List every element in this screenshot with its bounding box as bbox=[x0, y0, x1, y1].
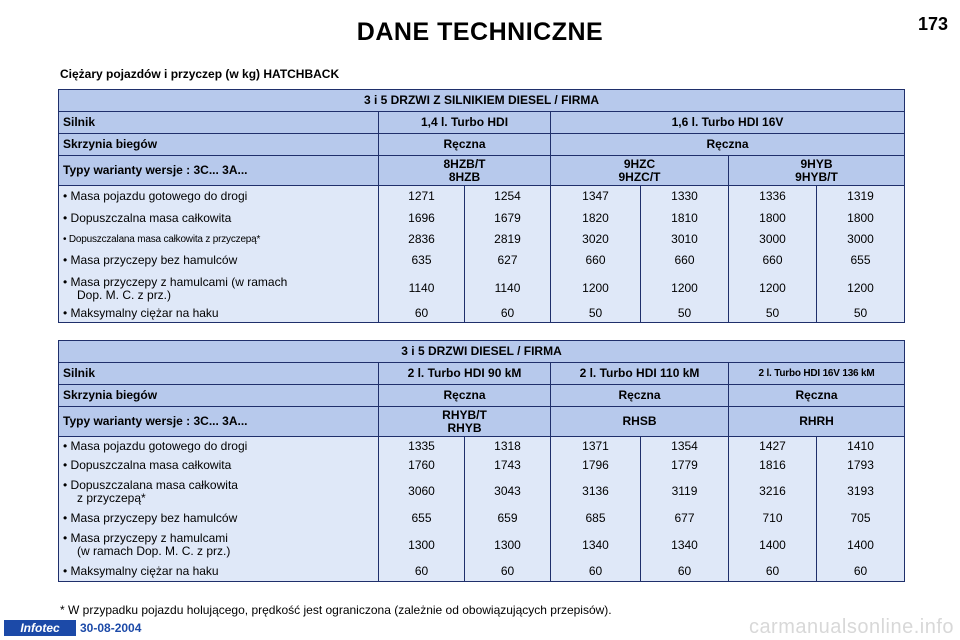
value-cell: 1696 bbox=[379, 208, 465, 229]
gearbox-label: Skrzynia biegów bbox=[59, 385, 379, 407]
value-cell: 3000 bbox=[729, 229, 817, 250]
row-label: • Masa pojazdu gotowego do drogi bbox=[59, 186, 379, 208]
table-row bbox=[59, 437, 905, 457]
gearbox-cell: Ręczna bbox=[379, 385, 551, 407]
value-cell: 3060 bbox=[379, 475, 465, 509]
engine-cell: 1,6 l. Turbo HDI 16V bbox=[551, 112, 905, 134]
value-cell: 1354 bbox=[641, 437, 729, 457]
row-label: • Dopuszczalna masa całkowita bbox=[59, 208, 379, 229]
engine-label: Silnik bbox=[59, 112, 379, 134]
value-cell: 710 bbox=[729, 509, 817, 529]
value-cell: 1140 bbox=[465, 272, 551, 306]
row-label-line: (w ramach Dop. M. C. z prz.) bbox=[77, 544, 231, 558]
table-row bbox=[59, 457, 905, 475]
type-code: 8HZB bbox=[448, 169, 481, 184]
row-label: • Masa przyczepy bez hamulców bbox=[59, 509, 379, 529]
type-code: 8HZB/T bbox=[443, 156, 486, 171]
table-row bbox=[59, 229, 905, 250]
value-cell: 1679 bbox=[465, 208, 551, 229]
table-row bbox=[59, 562, 905, 582]
type-cell bbox=[379, 407, 551, 437]
section-heading: Ciężary pojazdów i przyczep (w kg) HATCHBACK bbox=[60, 67, 340, 81]
value-cell: 3136 bbox=[551, 475, 641, 509]
value-cell: 1319 bbox=[817, 186, 905, 208]
value-cell: 1330 bbox=[641, 186, 729, 208]
value-cell: 1200 bbox=[817, 272, 905, 306]
value-cell: 655 bbox=[817, 250, 905, 272]
gearbox-cell: Ręczna bbox=[379, 134, 551, 156]
value-cell: 50 bbox=[817, 306, 905, 323]
value-cell: 60 bbox=[379, 562, 465, 582]
gearbox-cell: Ręczna bbox=[551, 134, 905, 156]
row-label-line: Dop. M. C. z prz.) bbox=[77, 287, 172, 302]
value-cell: 1793 bbox=[817, 457, 905, 475]
value-cell: 50 bbox=[551, 306, 641, 323]
value-cell: 1300 bbox=[379, 529, 465, 562]
value-cell: 1779 bbox=[641, 457, 729, 475]
value-cell: 1760 bbox=[379, 457, 465, 475]
value-cell: 660 bbox=[641, 250, 729, 272]
value-cell: 1271 bbox=[379, 186, 465, 208]
type-cell bbox=[379, 156, 551, 186]
page-number: 173 bbox=[917, 14, 948, 34]
table-row bbox=[59, 306, 905, 323]
value-cell: 1800 bbox=[817, 208, 905, 229]
table-row bbox=[59, 529, 905, 562]
row-label: • Maksymalny ciężar na haku bbox=[59, 562, 379, 582]
value-cell: 3119 bbox=[641, 475, 729, 509]
value-cell: 3193 bbox=[817, 475, 905, 509]
type-code: 9HYB/T bbox=[795, 169, 838, 184]
row-label: • Maksymalny ciężar na haku bbox=[59, 306, 379, 323]
row-label bbox=[59, 475, 379, 509]
table-caption: 3 i 5 DRZWI DIESEL / FIRMA bbox=[59, 341, 905, 363]
value-cell: 1810 bbox=[641, 208, 729, 229]
gearbox-cell: Ręczna bbox=[729, 385, 905, 407]
row-label: • Dopuszczalana masa całkowita z przyczepą* bbox=[59, 229, 379, 250]
value-cell: 1254 bbox=[465, 186, 551, 208]
value-cell: 1820 bbox=[551, 208, 641, 229]
value-cell: 60 bbox=[551, 562, 641, 582]
value-cell: 1743 bbox=[465, 457, 551, 475]
print-date: 30-08-2004 bbox=[80, 621, 142, 635]
value-cell: 705 bbox=[817, 509, 905, 529]
value-cell: 1200 bbox=[729, 272, 817, 306]
row-label: • Masa pojazdu gotowego do drogi bbox=[59, 437, 379, 457]
value-cell: 1340 bbox=[551, 529, 641, 562]
table-row bbox=[59, 250, 905, 272]
type-code: RHYB bbox=[447, 420, 482, 435]
value-cell: 1816 bbox=[729, 457, 817, 475]
infotec-logo: Infotec bbox=[4, 620, 76, 636]
value-cell: 1140 bbox=[379, 272, 465, 306]
row-label: • Masa przyczepy bez hamulców bbox=[59, 250, 379, 272]
value-cell: 1200 bbox=[551, 272, 641, 306]
value-cell: 1427 bbox=[729, 437, 817, 457]
table-row bbox=[59, 272, 905, 306]
page-title: DANE TECHNICZNE bbox=[356, 18, 604, 46]
value-cell: 60 bbox=[465, 562, 551, 582]
types-label: Typy warianty wersje : 3C... 3A... bbox=[59, 156, 379, 186]
value-cell: 635 bbox=[379, 250, 465, 272]
table-caption: 3 i 5 DRZWI Z SILNIKIEM DIESEL / FIRMA bbox=[59, 90, 905, 112]
table-row bbox=[59, 186, 905, 208]
value-cell: 1340 bbox=[641, 529, 729, 562]
gearbox-cell: Ręczna bbox=[551, 385, 729, 407]
type-code: 9HZC bbox=[623, 156, 656, 171]
value-cell: 1400 bbox=[817, 529, 905, 562]
watermark: carmanualsonline.info bbox=[748, 616, 954, 638]
type-cell: RHRH bbox=[729, 407, 905, 437]
value-cell: 685 bbox=[551, 509, 641, 529]
value-cell: 655 bbox=[379, 509, 465, 529]
types-label: Typy warianty wersje : 3C... 3A... bbox=[59, 407, 379, 437]
value-cell: 60 bbox=[641, 562, 729, 582]
type-code: 9HZC/T bbox=[618, 169, 661, 184]
type-cell bbox=[551, 156, 729, 186]
value-cell: 1371 bbox=[551, 437, 641, 457]
value-cell: 660 bbox=[551, 250, 641, 272]
value-cell: 60 bbox=[379, 306, 465, 323]
row-label-line: • Masa przyczepy z hamulcami bbox=[63, 531, 228, 545]
row-label-line: z przyczepą* bbox=[77, 490, 146, 505]
row-label-line: • Dopuszczalana masa całkowita bbox=[63, 477, 238, 492]
value-cell: 1796 bbox=[551, 457, 641, 475]
value-cell: 2836 bbox=[379, 229, 465, 250]
value-cell: 60 bbox=[729, 562, 817, 582]
value-cell: 2819 bbox=[465, 229, 551, 250]
value-cell: 1800 bbox=[729, 208, 817, 229]
engine-cell: 2 l. Turbo HDI 16V 136 kM bbox=[729, 363, 905, 385]
spec-table-diesel-firma bbox=[58, 89, 905, 323]
value-cell: 677 bbox=[641, 509, 729, 529]
row-label bbox=[59, 529, 379, 562]
value-cell: 3020 bbox=[551, 229, 641, 250]
engine-cell: 1,4 l. Turbo HDI bbox=[379, 112, 551, 134]
row-label bbox=[59, 272, 379, 306]
value-cell: 3216 bbox=[729, 475, 817, 509]
table-row bbox=[59, 208, 905, 229]
value-cell: 3043 bbox=[465, 475, 551, 509]
value-cell: 3010 bbox=[641, 229, 729, 250]
value-cell: 60 bbox=[465, 306, 551, 323]
value-cell: 60 bbox=[817, 562, 905, 582]
row-label-line: • Masa przyczepy z hamulcami (w ramach bbox=[63, 274, 288, 289]
value-cell: 1300 bbox=[465, 529, 551, 562]
value-cell: 1335 bbox=[379, 437, 465, 457]
type-cell bbox=[729, 156, 905, 186]
type-code: RHYB/T bbox=[442, 407, 487, 422]
row-label: • Dopuszczalna masa całkowita bbox=[59, 457, 379, 475]
gearbox-label: Skrzynia biegów bbox=[59, 134, 379, 156]
value-cell: 1200 bbox=[641, 272, 729, 306]
value-cell: 1318 bbox=[465, 437, 551, 457]
engine-cell: 2 l. Turbo HDI 110 kM bbox=[551, 363, 729, 385]
value-cell: 1400 bbox=[729, 529, 817, 562]
value-cell: 1410 bbox=[817, 437, 905, 457]
engine-cell: 2 l. Turbo HDI 90 kM bbox=[379, 363, 551, 385]
table-row bbox=[59, 475, 905, 509]
engine-label: Silnik bbox=[59, 363, 379, 385]
type-code: 9HYB bbox=[800, 156, 833, 171]
spec-table-diesel-firma-2 bbox=[58, 340, 905, 582]
value-cell: 50 bbox=[729, 306, 817, 323]
footnote: * W przypadku pojazdu holującego, prędkość jest ograniczona (zależnie od obowiązujących przepisów). bbox=[60, 603, 612, 617]
value-cell: 659 bbox=[465, 509, 551, 529]
value-cell: 660 bbox=[729, 250, 817, 272]
value-cell: 3000 bbox=[817, 229, 905, 250]
table-row bbox=[59, 509, 905, 529]
type-cell: RHSB bbox=[551, 407, 729, 437]
value-cell: 627 bbox=[465, 250, 551, 272]
value-cell: 50 bbox=[641, 306, 729, 323]
value-cell: 1347 bbox=[551, 186, 641, 208]
value-cell: 1336 bbox=[729, 186, 817, 208]
